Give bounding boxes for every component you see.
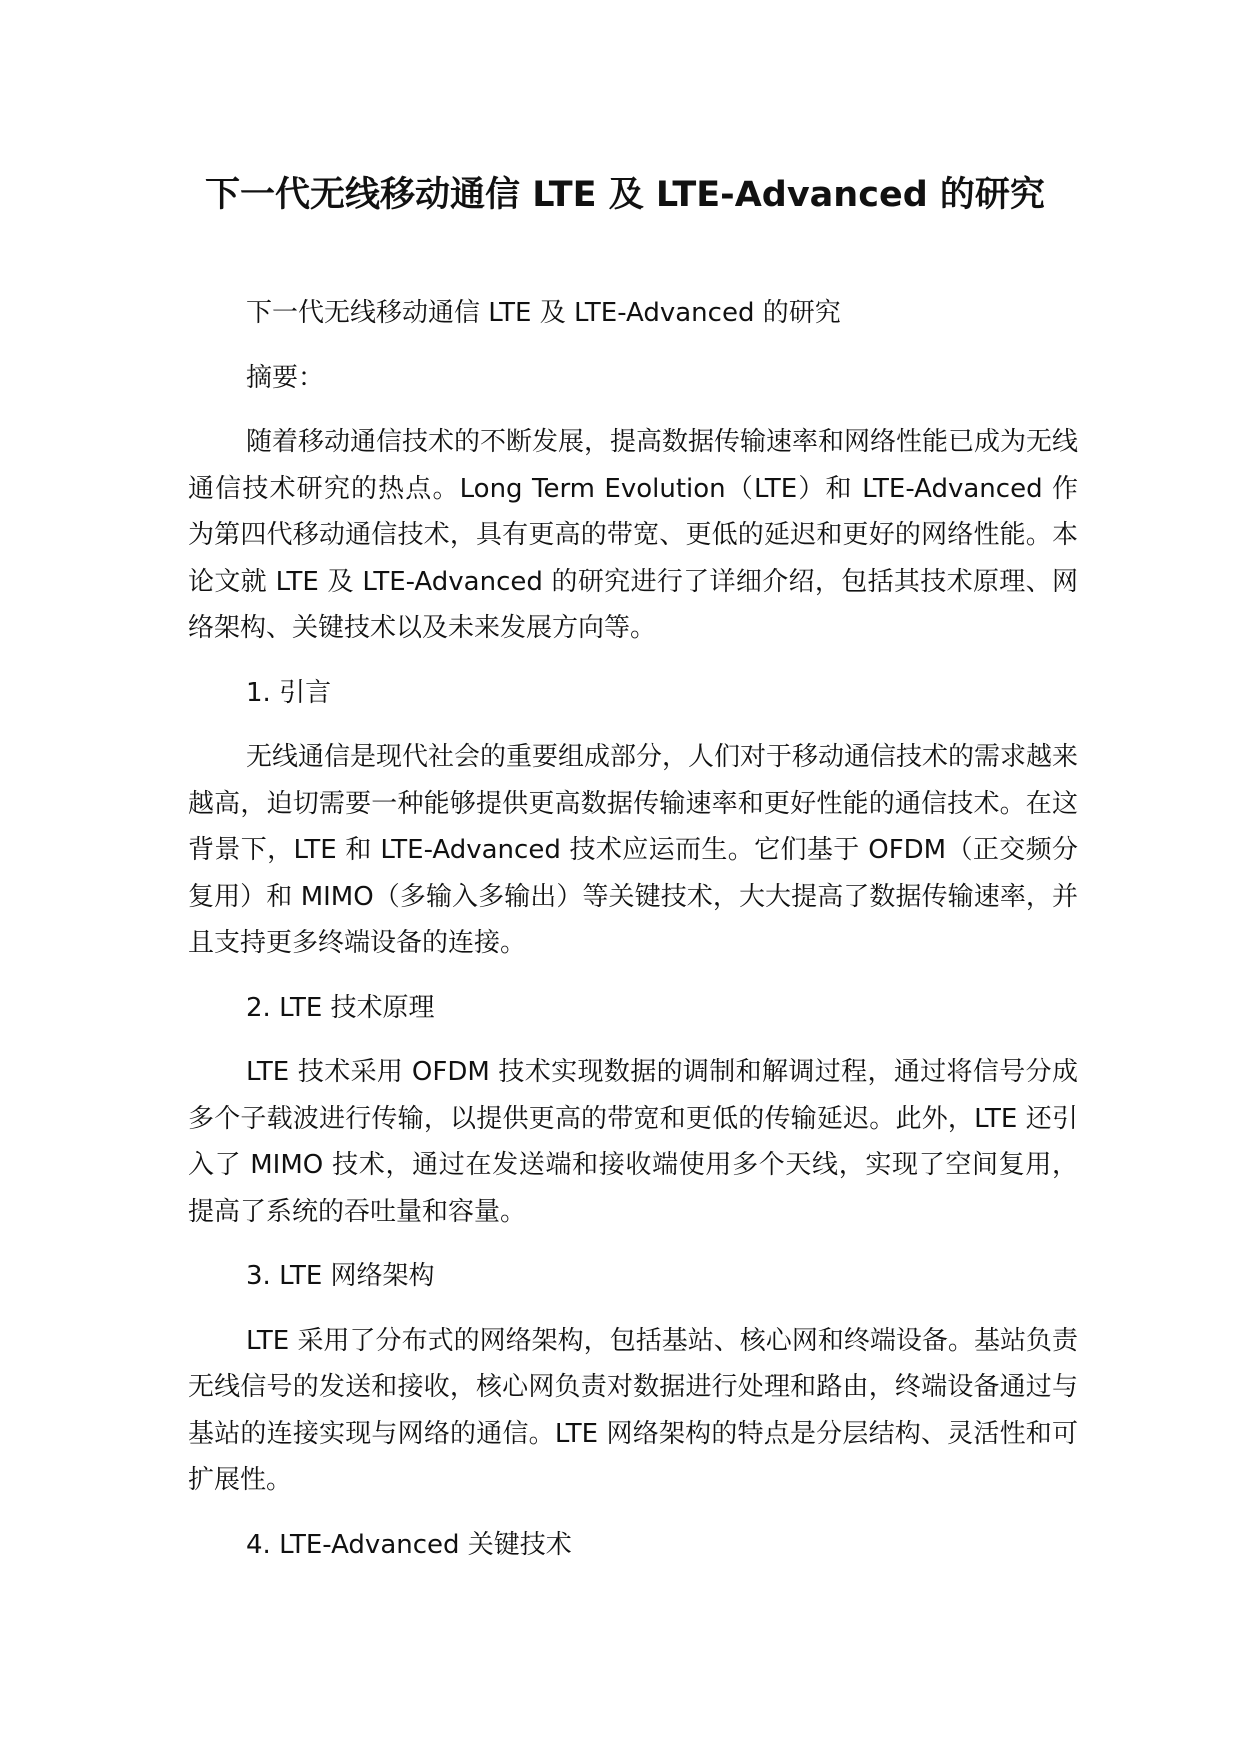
abstract-heading: 摘要： [246,362,325,393]
section-heading-lte-advanced: 4. LTE-Advanced 关键技术 [246,1529,572,1560]
subtitle-paragraph: 下一代无线移动通信 LTE 及 LTE-Advanced 的研究 [246,298,841,328]
lte-principle-paragraph: LTE 技术采用 OFDM 技术实现数据的调制和解调过程，通过将信号分成多个子载波进行传输，以提供更高的带宽和更低的传输延迟。此外，LTE 还引入了 MIMO 技术，通过在发送端和接收端使用多个天线，实现了空间复用，提高了系统的吞吐量和容量。 [188,1057,1078,1227]
abstract-paragraph: 随着移动通信技术的不断发展，提高数据传输速率和网络性能已成为无线通信技术研究的热点。Long Term Evolution（LTE）和 LTE-Advanced 作为第四代移动通信技术，具有更高的带宽、更低的延迟和更好的网络性能。本论文就 LTE 及 LTE-Advanced 的研究进行了详细介绍，包括其技术原理、网络架构、关键技术以及未来发展方向等。 [188,427,1079,643]
section-heading-introduction: 1. 引言 [246,677,332,708]
introduction-paragraph: 无线通信是现代社会的重要组成部分，人们对于移动通信技术的需求越来越高，迫切需要一种能够提供更高数据传输速率和更好性能的通信技术。在这背景下，LTE 和 LTE-Advanced 技术应运而生。它们基于 OFDM（正交频分复用）和 MIMO（多输入多输出）等关键技术，大大提高了数据传输速率，并且支持更多终端设备的连接。 [188,742,1079,958]
section-heading-lte-architecture: 3. LTE 网络架构 [246,1261,435,1291]
lte-architecture-paragraph: LTE 采用了分布式的网络架构，包括基站、核心网和终端设备。基站负责无线信号的发送和接收，核心网负责对数据进行处理和路由，终端设备通过与基站的连接实现与网络的通信。LTE 网络架构的特点是分层结构、灵活性和可扩展性。 [188,1325,1078,1495]
document-body [188,290,1078,1586]
section-heading-lte-principle: 2. LTE 技术原理 [246,992,435,1023]
document-title: 下一代无线移动通信 LTE 及 LTE-Advanced 的研究 [205,175,1045,215]
